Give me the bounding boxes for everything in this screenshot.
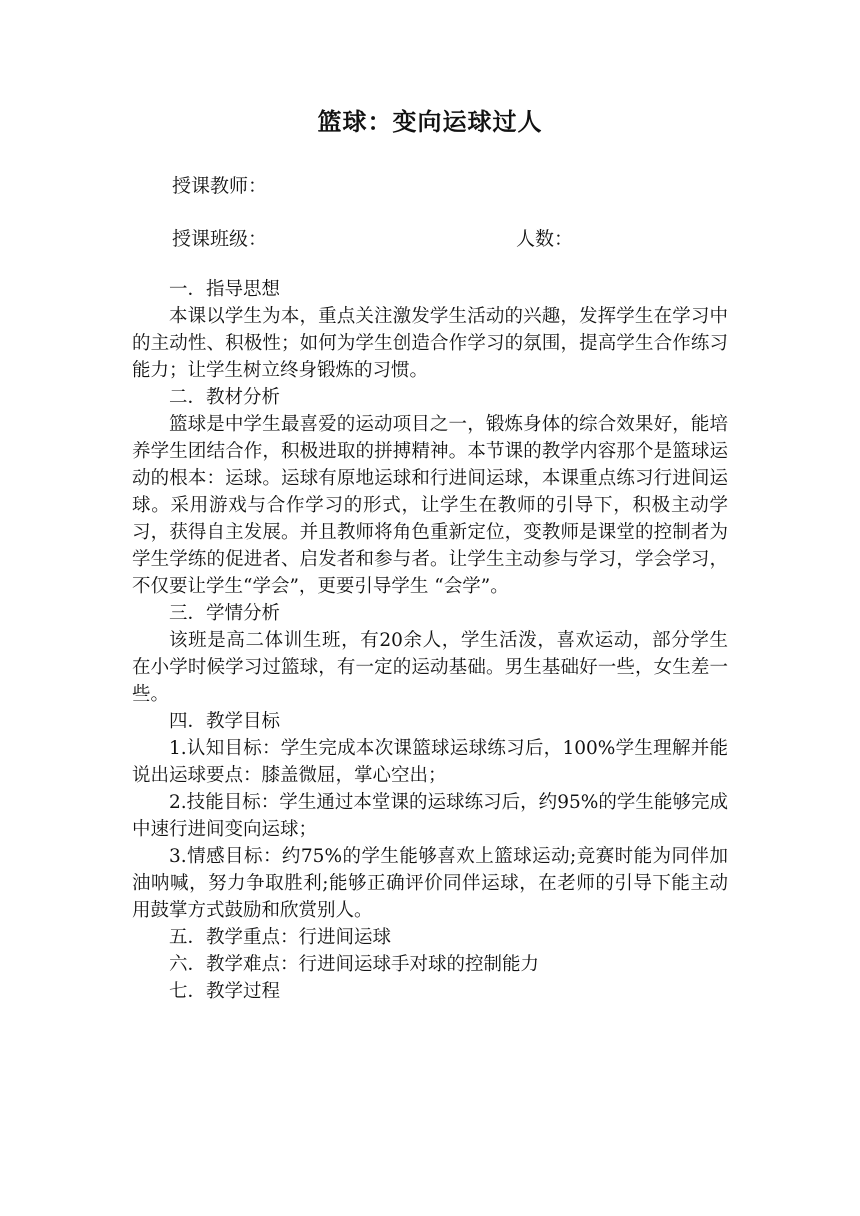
section-difficulty: 六．教学难点：行进间运球手对球的控制能力 — [169, 954, 540, 975]
teacher-label: 授课教师： — [172, 175, 268, 197]
goal-skill: 2.技能目标：学生通过本堂课的运球练习后，约95%的学生能够完成中速行进间变向运球； — [132, 792, 728, 840]
section-heading-goals: 四．教学目标 — [169, 711, 281, 732]
goal-emotional: 3.情感目标：约75%的学生能够喜欢上篮球运动;竞赛时能为同伴加油呐喊，努力争取胜利;能够正确评价同伴运球，在老师的引导下能主动用鼓掌方式鼓励和欣赏别人。 — [132, 846, 728, 921]
section-heading-student: 三．学情分析 — [169, 603, 281, 624]
section-text-material: 篮球是中学生最喜爱的运动项目之一，锻炼身体的综合效果好，能培养学生团结合作，积极进取的拼搏精神。本节课的教学内容那个是篮球运动的根本：运球。运球有原地运球和行进间运球，本课重点练习行进间运球。采用游戏与合作学习的形式，让学生在教师的引导下，积极主动学习，获得自主发展。并且教师将角色重新定位，变教师是课堂的控制者为学生学练的促进者、启发者和参与者。让学生主动参与学习，学会学习，不仅要让学生“学会”，更要引导学生 “会学”。 — [132, 414, 728, 597]
section-heading-guiding: 一．指导思想 — [169, 279, 281, 300]
section-text-student: 该班是高二体训生班，有20余人，学生活泼，喜欢运动，部分学生在小学时候学习过篮球，有一定的运动基础。男生基础好一些，女生差一些。 — [132, 630, 728, 705]
section-heading-material: 二．教材分析 — [169, 387, 281, 408]
page-title: 篮球：变向运球过人 — [317, 108, 543, 136]
document-body — [132, 276, 728, 1005]
class-label: 授课班级： — [172, 228, 268, 250]
section-text-guiding: 本课以学生为本，重点关注激发学生活动的兴趣，发挥学生在学习中的主动性、积极性；如何为学生创造合作学习的氛围，提高学生合作练习能力；让学生树立终身锻炼的习惯。 — [132, 306, 728, 381]
goal-cognitive: 1.认知目标：学生完成本次课篮球运球练习后，100%学生理解并能说出运球要点：膝盖微屈，掌心空出； — [132, 738, 728, 786]
student-count-label: 人数： — [516, 228, 574, 250]
section-key-point: 五．教学重点：行进间运球 — [169, 927, 392, 948]
section-heading-process: 七．教学过程 — [169, 981, 281, 1002]
